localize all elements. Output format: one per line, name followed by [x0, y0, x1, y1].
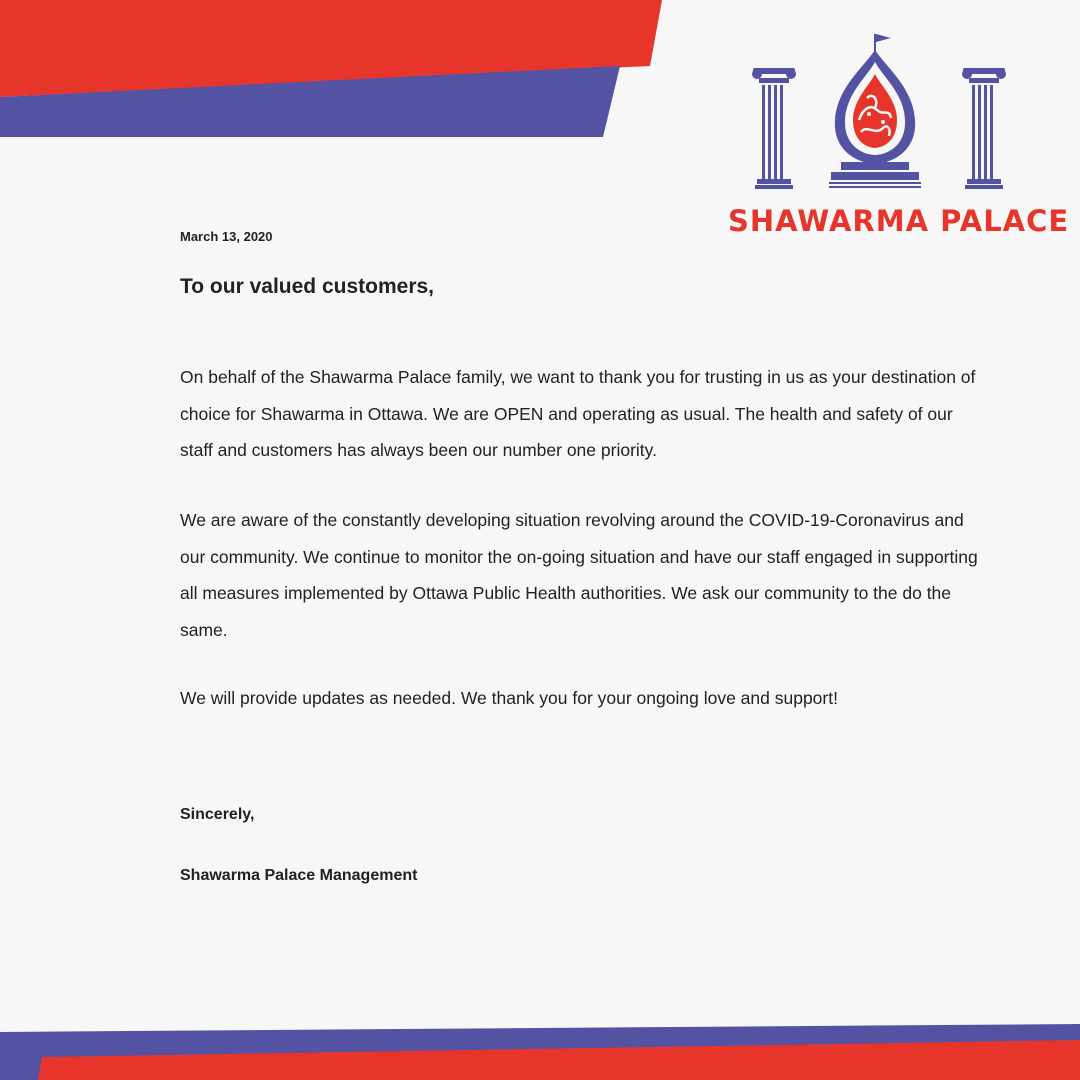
letter-signature: Shawarma Palace Management — [180, 867, 418, 884]
letter-closing: Sincerely, — [180, 806, 255, 823]
right-column-icon — [962, 68, 1006, 189]
letter-salutation: To our valued customers, — [180, 275, 434, 298]
bottom-blue-stripe — [0, 1024, 1080, 1080]
letter-paragraph-1: On behalf of the Shawarma Palace family, we want to thank you for trusting in us as your destination of choice for Shawarma in Ottawa. We are OPEN and operating as usual. The health and safety of our staff and customers has always been our number one priority. — [180, 367, 976, 460]
letter-paragraph-3: We will provide updates as needed. We thank you for your ongoing love and support! — [180, 688, 838, 708]
letter-paragraph-2: We are aware of the constantly developing situation revolving around the COVID-19-Coronavirus and our community. We continue to monitor the on-going situation and have our staff engaged in supporting all measures implemented by Ottawa Public Health authorities. We ask our community to the do the same. — [180, 510, 978, 640]
palace-dome-with-columns-icon — [745, 28, 1015, 198]
brand-name: SHAWARMA PALACE — [728, 204, 1070, 238]
top-red-stripe — [0, 0, 662, 97]
top-blue-stripe — [0, 66, 620, 137]
dome-icon — [829, 34, 921, 188]
letter-date: March 13, 2020 — [180, 229, 273, 244]
bottom-red-stripe — [38, 1040, 1080, 1080]
left-column-icon — [752, 68, 796, 189]
